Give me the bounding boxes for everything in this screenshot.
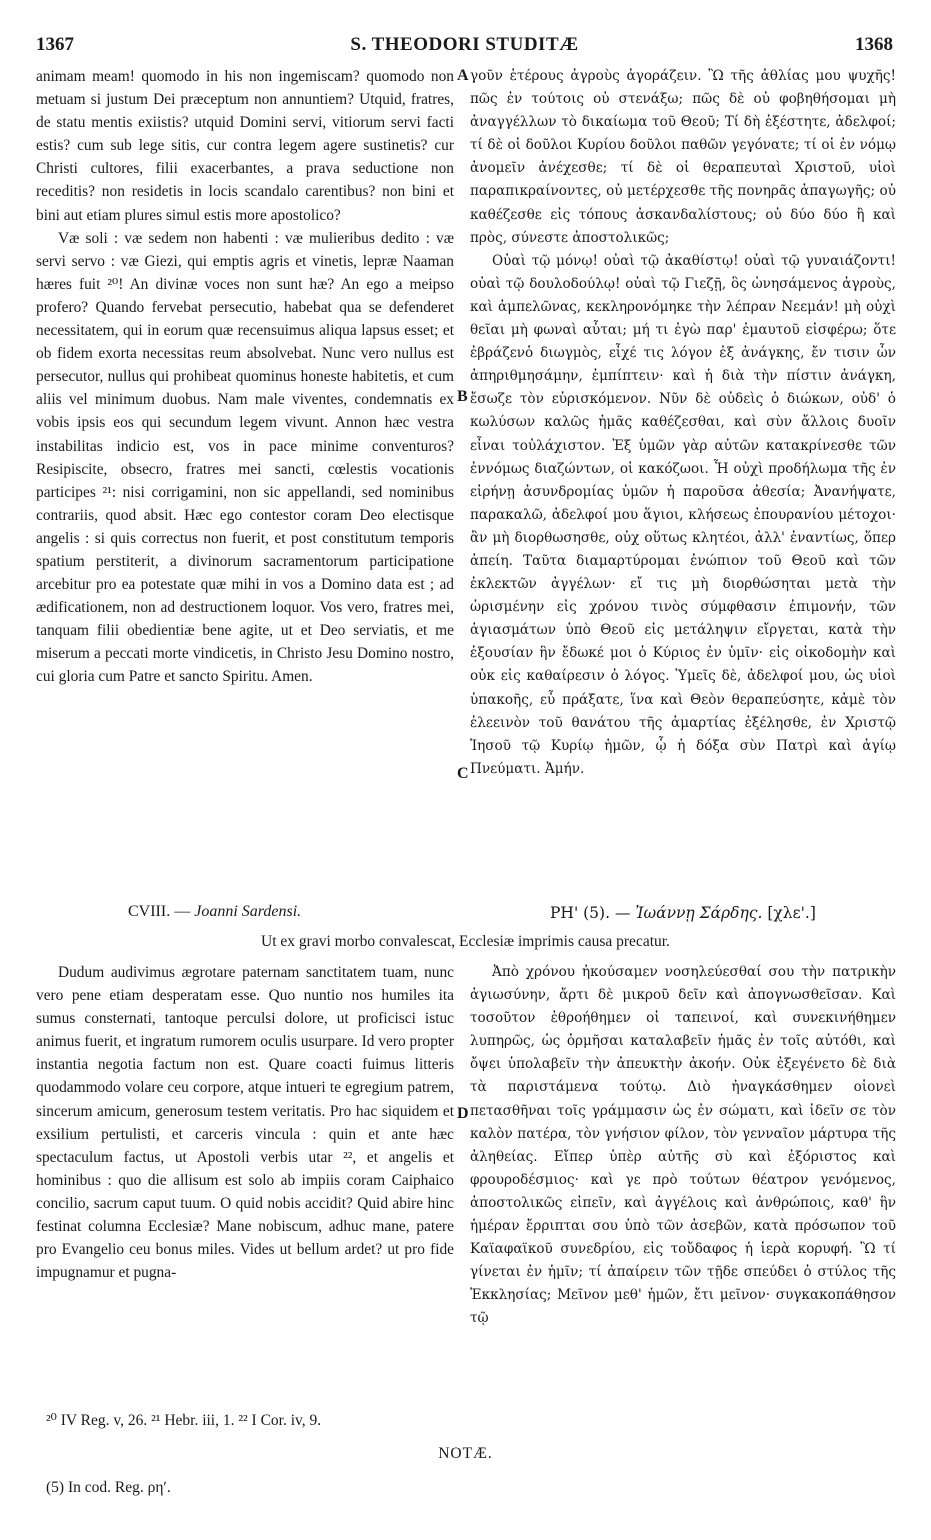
greek-paragraph: γοῦν ἑτέρους ἀγροὺς ἀγοράζειν. Ὢ τῆς ἀθλίας μου ψυχῆς! πῶς ἐν τούτοις οὐ στενάξω; πῶς δὲ οὐ φοβηθήσομαι μὴ ἀναγγέλλων τὸ δικαίωμα τοῦ Θεοῦ; Τί δὴ ἐξέστητε, ἀδελφοί; τί δὲ οἱ δοῦλοι Κυρίου δοῦλοι παθῶν γεγόνατε; τί οἱ ἐν νόμῳ ἀνομεῖν ἀνέχεσθε; τί δὲ οἱ θεραπευταὶ Χριστοῦ, υἱοὶ παραπικραίνοντες, οὐ μετέρχεσθε τῆς πονηρᾶς ἀπαγωγῆς; οὐ καθέζεσθε εἰς τόπους ἀσκανδαλίστους; οὐ δύο δύο ἢ καὶ πρὸς, σύνεστε ἀποστολικῶς; bbox=[470, 68, 896, 246]
left-page-number: 1367 bbox=[36, 34, 74, 55]
margin-mark-b: B bbox=[457, 388, 468, 405]
margin-mark-a: A bbox=[457, 67, 469, 84]
margin-mark-c: C bbox=[457, 765, 469, 782]
latin-entry-addressee: Joanni Sardensi. bbox=[194, 903, 302, 920]
right-page-number: 1368 bbox=[855, 34, 893, 55]
latin-paragraph: Væ soli : væ sedem non habenti : væ mulieribus dedito : væ servi servo : væ Giezi, qui emptis agris et vinetis, lepræ Naaman hæres fuit ²⁰! An divinæ voces non sunt hæ? An ego a meipso profero? Quando fervebat persecutio, habebat qua se defenderet necessitatem, qui in eorum quæ recensuimus aliqua lapsus esset; et ob fidem exorta necessitas reum absolvebat. Nunc vero nullus est persecutor, nullus qui prohibeat quominus honeste habitetis, et cum aliis vel minimum duobus. Nam male viventes, condemnatis ex vobis ipsis eos qui secundum legem vivunt. Annon hæc vestra instabilitas indicio est, vos in pace minime conventuros? Resipiscite, obsecro, fratres mei sancti, cœlestis vocationis participes ²¹: nisi corrigamini, non sic appellandi, sed nominibus contrariis, quod absit. Hæc ego contestor coram Deo electisque angelis : si quis correctus non fuerit, et post constitutum temporis spatium perstiterit, a divinorum sacramentorum participatione arcebitur pro ea potestate quæ mihi in vos a Domino data est ; ad ædificationem, non ad destructionem loquor. Vos vero, fratres mei, tanquam filii obedientiæ bene agite, ut et Deo serviatis, et me miserum a peccati morte vindicetis, in Christo Jesu Domino nostro, cui gloria cum Patre et sancto Spiritu. Amen. bbox=[36, 229, 454, 686]
note-5: (5) In cod. Reg. ρηʹ. bbox=[46, 1479, 171, 1496]
latin-column-top bbox=[36, 65, 454, 835]
greek-entry-addressee: Ἰωάννῃ Σάρδης. bbox=[635, 904, 763, 922]
greek-column-bottom bbox=[470, 961, 896, 1391]
latin-entry-number: CVIII. — bbox=[128, 903, 191, 920]
greek-paragraph: Οὐαὶ τῷ μόνῳ! οὐαὶ τῷ ἀκαθίστῳ! οὐαὶ τῷ γυναιάζοντι! οὐαὶ τῷ δουλοδούλῳ! οὐαὶ τῷ Γιεζῇ, ὃς ὠνησάμενος ἀγροὺς, καὶ ἀμπελῶνας, κεκληρονόμηκε τὴν λέπραν Νεεμάν! μὴ οὐχὶ θεῖαι μὴ φωναὶ αὗται; μή τι ἐγὼ παρ' ἐμαυτοῦ εἰσφέρω; ὅτε ἐβράζενὁ διωγμὸς, εἶχέ τις λόγον ἐξ ἀνάγκης, ἔν τισιν ὧν ἀπηριθμησάμην, ἐμπίπτειν· καὶ ἡ διὰ τὴν πίστιν ἀνάγκη, ἔσωζε τὸν εὑρισκόμενον. Νῦν δὲ οὐδεὶς ὁ διώκων, οὐδ' ὁ κωλύσων καλῶς ἡμᾶς καθέζεσθαι, καὶ σὺν ἄλλοις δυοῖν εἶναι τοὐλάχιστον. Ἐξ ὑμῶν γὰρ αὐτῶν κατακρίνεσθε τῶν ἐννόμως διαζώντων, οἱ κακόζωοι. Ἦ οὐχὶ προδήλωμα τῆς ἐν εἰρήνῃ ἀσυνδρομίας ὑμῶν ἡ παροῦσα ἀθεσία; Ἀνανήψατε, παρακαλῶ, ἀδελφοί μου ἅγιοι, κλήσεως ἐπουρανίου μέτοχοι· ἂν μὴ διορθωσησθε, οὐχ οὕτως κλητέοι, ἀλλ' ἐναντίως, ὅπερ ἀπείη. Ταῦτα διαμαρτύρομαι ἐνώπιον τοῦ Θεοῦ καὶ τῶν ἐκλεκτῶν ἀγγέλων· εἴ τις μὴ διορθώσηται μετὰ τὴν ὡρισμένην εἰς χρόνου τινὸς σύμφθασιν ἐπιμονήν, τῶν ἁγιασμάτων ὑπὸ Θεοῦ εἰς μετάληψιν εἴργεται, κατὰ τὴν ἐξουσίαν ἣν ἔδωκέ μοι ὁ Κύριος ἐν ὑμῖν· εἰς οἰκοδομὴν καὶ οὐκ εἰς καθαίρεσιν ὁ λόγος. Ὑμεῖς δὲ, ἀδελφοί μου, ὡς υἱοὶ ὑπακοῆς, εὖ πράξατε, ἵνα καὶ Θεὸν θεραπεύσητε, κἀμὲ τὸν ἐλεεινὸν τοῦ θανάτου τῆς ἁμαρτίας ἐξέλησθε, ἐν Χριστῷ Ἰησοῦ τῷ Κυρίῳ ἡμῶν, ᾧ ἡ δόξα σὺν Πατρὶ καὶ ἁγίῳ Πνεύματι. Ἀμήν. bbox=[470, 252, 896, 777]
latin-paragraph: animam meam! quomodo in his non ingemiscam? quomodo non metuam si justum Dei præceptum non annuntiem? Utquid, fratres, de statu mentis exiistis? utquid Domini servi, vitiorum servi facti estis? cum sub lege sitis, cur contra legem agere sustinetis? cur Christi cultores, filii exacerbantes, a prava seductione non receditis? non residetis in locis scandalo carentibus? non bini et bini aut etiam plures simul estis more apostolico? bbox=[36, 68, 454, 224]
greek-entry-number: ΡΗ' (5). — bbox=[550, 904, 631, 922]
greek-entry-bracket: [χλε'.] bbox=[767, 904, 816, 922]
latin-paragraph: Dudum audivimus ægrotare paternam sanctitatem tuam, nunc vero pene etiam desperatam esse. Quo nuntio nos humiles ita sumus consternati, tantoque perculsi dolore, ut proficisci istuc animus fuerit, et ingratum rumorem oculis usurpare. Id vero propter instantia negotia factum non est. Quare coacti fuimus litteris quodammodo volare ceu corpore, atque intueri te egregium patrem, sincerum amicum, generosum testem veritatis. Pro hac siquidem et exsilium pertulisti, et carceris vincula : quin et ante hæc spectaculum factus, ut Apostoli verbis utar ²², et angelis et hominibus : quo die allisum est solo ab impiis coram Caiphaico concilio, sacrum caput tuum. O quid nobis accidit? Quid abire hinc festinat columna Ecclesiæ? Mane nobiscum, adhuc mane, patere pro Evangelio ceu bonus miles. Vides ut bellum ardet? ut pro fide impugnamur et pugna- bbox=[36, 964, 454, 1282]
greek-column-top bbox=[470, 65, 896, 841]
notae-heading: NOTÆ. bbox=[438, 1445, 493, 1462]
latin-column-bottom bbox=[36, 961, 454, 1391]
running-header bbox=[36, 34, 893, 60]
margin-mark-d: D bbox=[457, 1105, 469, 1122]
letter-subtitle: Ut ex gravi morbo convalescat, Ecclesiæ imprimis causa precatur. bbox=[261, 933, 670, 950]
greek-entry-title bbox=[550, 904, 816, 922]
greek-paragraph: Ἀπὸ χρόνου ἠκούσαμεν νοσηλεύεσθαί σου τὴν πατρικὴν ἁγιωσύνην, ἄρτι δὲ μικροῦ δεῖν καὶ ἀπογνωσθεῖσαν. Καὶ τοσοῦτον ἐθροήθημεν οἱ ταπεινοί, καὶ συνεκινήθημεν λυπηρῶς, ὡς ὁρμῆσαι καταλαβεῖν ἡμᾶς ἐν τοῖς αὐτόθι, καὶ ὄψει ὑπολαβεῖν τὴν ἀπευκτὴν ἀκοήν. Οὐκ ἐξεγένετο δὲ διὰ τὰ παριστάμενα τούτῳ. Διὸ ἠναγκάσθημεν οἱονεὶ πετασθῆναι τοῖς γράμμασιν ὡς ἐν σώματι, καὶ ἰδεῖν σε τὸν καλὸν πατέρα, τὸν γνήσιον φίλον, τὸν γενναῖον μάρτυρα τῆς ἀληθείας. Εἴπερ ὑπὲρ αὐτῆς σὺ καὶ ἐξόριστος καὶ φρουροδέσμιος· καὶ γε πρὸ τούτων θέατρον γενόμενος, ἀποστολικῶς εἰπεῖν, καὶ ἀγγέλοις καὶ ἀνθρώποις, καθ' ἣν ἡμέραν ἔρριπται σου ὑπὸ τῶν ἀσεβῶν, κατὰ πρόσωπον τοῦ Καϊαφαϊκοῦ συνεδρίου, εἰς τοὔδαφος ἡ ἱερὰ κορυφή. Ὢ τί γίνεται ἐν ἡμῖν; τί ἀπαίρειν τῶν τῇδε σπεύδει ὁ στύλος τῆς Ἐκκλησίας; Μεῖνον μεθ' ἡμῶν, ἔτι μεῖνον· συγκακοπάθησον τῷ bbox=[470, 964, 896, 1327]
running-title: S. THEODORI STUDITÆ bbox=[350, 34, 579, 55]
latin-entry-title bbox=[128, 903, 301, 921]
footnotes: ²⁰ IV Reg. v, 26. ²¹ Hebr. iii, 1. ²² I Cor. iv, 9. bbox=[46, 1412, 322, 1429]
